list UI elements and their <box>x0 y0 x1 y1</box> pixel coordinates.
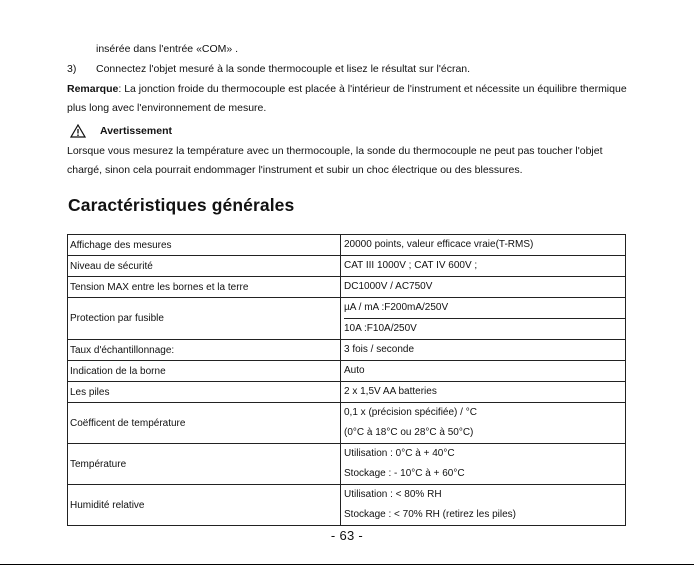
spec-value: CAT III 1000V ; CAT IV 600V ; <box>344 260 478 271</box>
spec-value: DC1000V / AC750V <box>344 281 433 292</box>
remark-line-2: plus long avec l'environnement de mesure. <box>67 102 267 114</box>
intro-continuation: insérée dans l'entrée «COM» . <box>96 43 239 55</box>
spec-row <box>68 298 626 340</box>
spec-value: (0°C à 18°C ou 28°C à 50°C) <box>344 427 474 438</box>
spec-row <box>68 485 626 526</box>
spec-value: 3 fois / seconde <box>344 344 415 355</box>
spec-value-cell <box>341 361 626 382</box>
spec-value-cell <box>341 340 626 361</box>
spec-label: Protection par fusible <box>68 298 341 340</box>
spec-row <box>68 256 626 277</box>
spec-table <box>67 234 626 526</box>
spec-label: Niveau de sécurité <box>68 256 341 277</box>
spec-value: Stockage : < 70% RH (retirez les piles) <box>344 509 517 520</box>
spec-value: 10A :F10A/250V <box>344 318 625 339</box>
spec-label: Humidité relative <box>68 485 341 526</box>
spec-row <box>68 444 626 485</box>
spec-value: 20000 points, valeur efficace vraie(T-RMS) <box>344 239 534 250</box>
spec-value-cell <box>341 256 626 277</box>
spec-value-cell <box>341 298 626 340</box>
spec-value: 2 x 1,5V AA batteries <box>344 386 437 397</box>
spec-row <box>68 235 626 256</box>
spec-value: Utilisation : 0°C à + 40°C <box>344 448 455 459</box>
spec-value-cell <box>341 444 626 485</box>
bottom-rule <box>0 564 694 565</box>
spec-value-cell <box>341 382 626 403</box>
remark-line-1 <box>67 82 627 96</box>
spec-row <box>68 403 626 444</box>
spec-row <box>68 340 626 361</box>
spec-label: Taux d'échantillonnage: <box>68 340 341 361</box>
warning-line-2: chargé, sinon cela pourrait endommager l'instrument et subir un choc électrique ou des blessures. <box>67 164 523 176</box>
spec-row <box>68 361 626 382</box>
spec-value: µA / mA :F200mA/250V <box>344 302 449 313</box>
spec-value: Auto <box>344 365 365 376</box>
spec-value-cell <box>341 403 626 444</box>
spec-value: Stockage : - 10°C à + 60°C <box>344 468 465 479</box>
spec-table-body <box>68 235 626 526</box>
spec-label: Les piles <box>68 382 341 403</box>
warning-line-1: Lorsque vous mesurez la température avec un thermocouple, la sonde du thermocouple ne peut pas toucher l'objet <box>67 145 603 157</box>
spec-value-cell <box>341 485 626 526</box>
step-3-text: Connectez l'objet mesuré à la sonde thermocouple et lisez le résultat sur l'écran. <box>96 63 471 75</box>
spec-value-cell <box>341 235 626 256</box>
spec-value: Utilisation : < 80% RH <box>344 489 442 500</box>
remark-text: : La jonction froide du thermocouple est placée à l'intérieur de l'instrument et nécessite un équilibre thermique <box>118 83 627 95</box>
spec-value: 0,1 x (précision spécifiée) / °C <box>344 407 477 418</box>
step-3-number: 3) <box>67 63 77 75</box>
page-number: - 63 - <box>330 528 364 543</box>
spec-row <box>68 277 626 298</box>
warning-triangle-icon <box>70 124 86 138</box>
section-title: Caractéristiques générales <box>68 195 295 215</box>
spec-label: Tension MAX entre les bornes et la terre <box>68 277 341 298</box>
spec-row <box>68 382 626 403</box>
spec-label: Indication de la borne <box>68 361 341 382</box>
remark-label: Remarque <box>67 83 119 95</box>
spec-label: Coëfficent de température <box>68 403 341 444</box>
spec-value-cell <box>341 277 626 298</box>
warning-title: Avertissement <box>100 125 172 137</box>
spec-label: Température <box>68 444 341 485</box>
spec-label: Affichage des mesures <box>68 235 341 256</box>
